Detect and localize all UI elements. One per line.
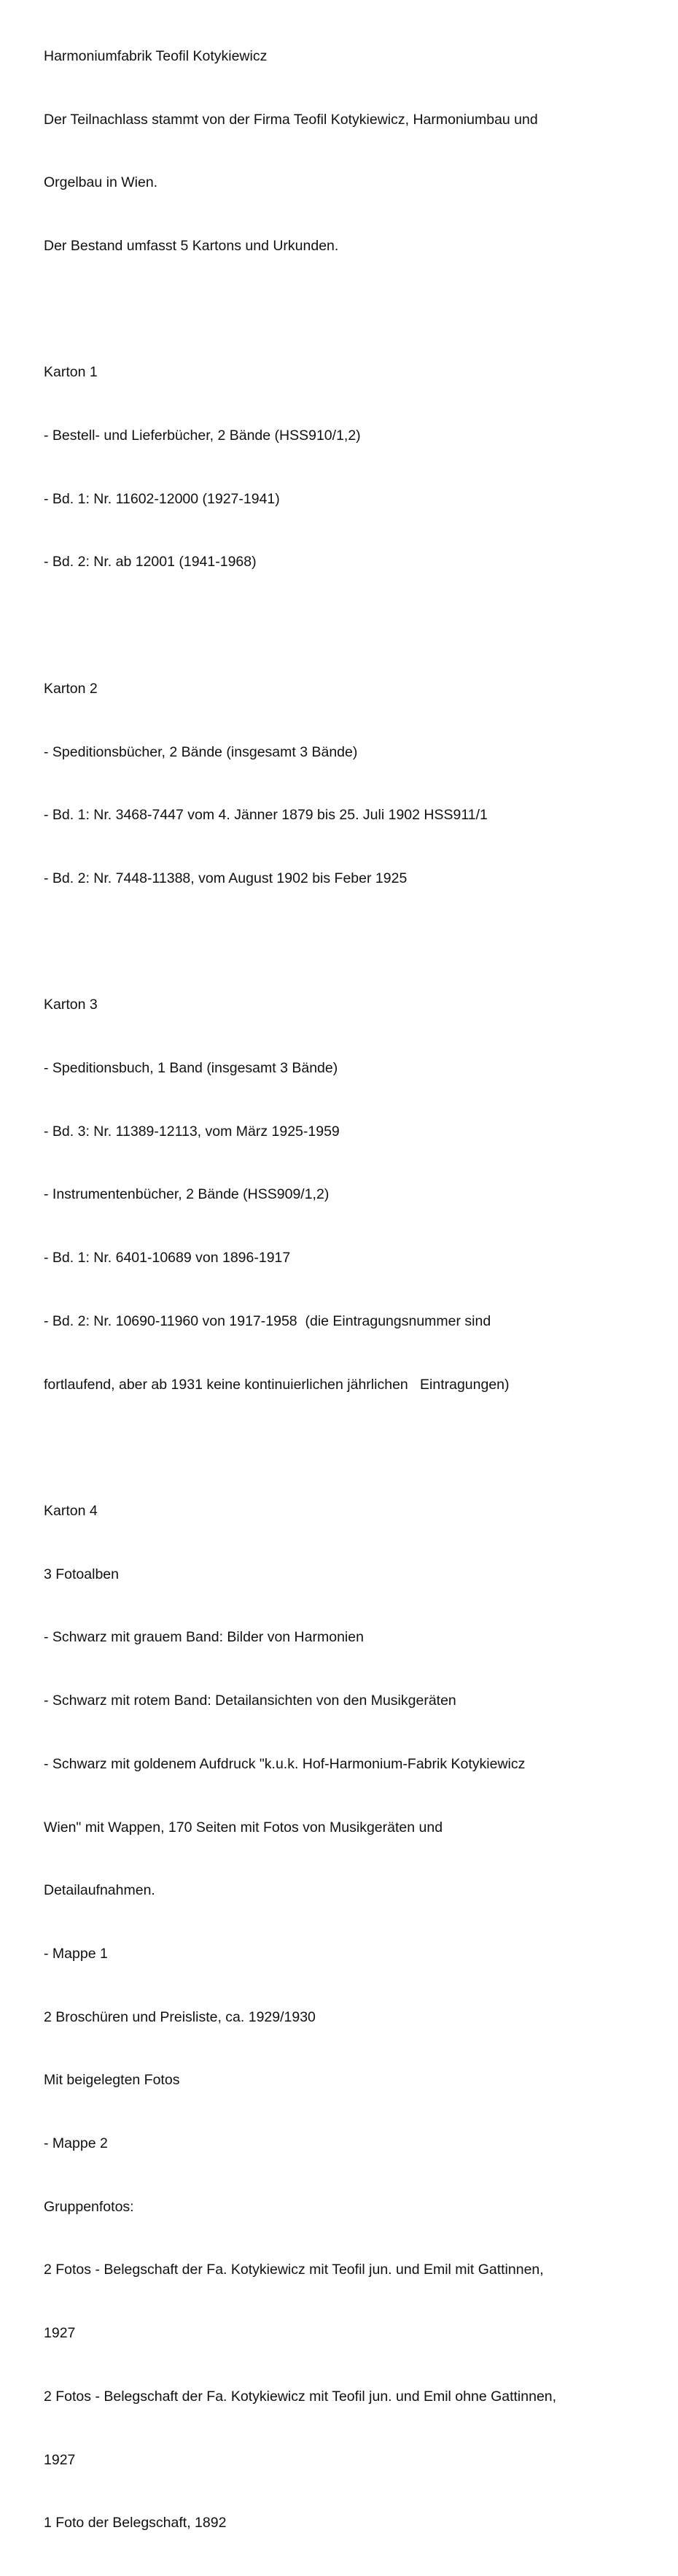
text-line: Orgelbau in Wien. — [44, 174, 158, 191]
section-heading-karton-3: Karton 3 — [44, 997, 98, 1013]
list-item: - Mappe 2 — [44, 2135, 108, 2152]
section-heading-karton-4: Karton 4 — [44, 1502, 98, 1519]
text-line: Der Teilnachlass stammt von der Firma Teofil Kotykiewicz, Harmoniumbau und — [44, 111, 538, 128]
text-line: 2 Broschüren und Preisliste, ca. 1929/1930 — [44, 2008, 316, 2025]
list-item: - Mappe 1 — [44, 1945, 108, 1962]
list-item: - Bd. 2: Nr. 7448-11388, vom August 1902 bis Feber 1925 — [44, 870, 408, 886]
list-item: - Bd. 1: Nr. 6401-10689 von 1896-1917 — [44, 1250, 291, 1266]
list-item: - Bd. 3: Nr. 11389-12113, vom März 1925-1959 — [44, 1123, 340, 1140]
blank-line — [44, 1437, 671, 1458]
document-title: Harmoniumfabrik Teofil Kotykiewicz — [44, 47, 268, 64]
text-line: Detailaufnahmen. — [44, 1882, 155, 1899]
document-text — [44, 4, 671, 2576]
section-heading-karton-1: Karton 1 — [44, 364, 98, 381]
text-line: Gruppenfotos: — [44, 2198, 134, 2215]
text-line: Mit beigelegten Fotos — [44, 2072, 180, 2089]
list-item: - Speditionsbuch, 1 Band (insgesamt 3 Bände) — [44, 1060, 338, 1077]
text-line: 1927 — [44, 2325, 76, 2342]
list-item: - Schwarz mit grauem Band: Bilder von Harmonien — [44, 1629, 364, 1646]
text-line: fortlaufend, aber ab 1931 keine kontinuierlichen jährlichen Eintragungen) — [44, 1376, 510, 1393]
text-line: 1 Foto der Belegschaft, 1892 — [44, 2515, 227, 2531]
blank-line — [44, 299, 671, 320]
list-item: - Bd. 1: Nr. 11602-12000 (1927-1941) — [44, 490, 280, 507]
blank-line — [44, 932, 671, 953]
list-item: - Bd. 2: Nr. ab 12001 (1941-1968) — [44, 554, 257, 570]
list-item: - Bd. 1: Nr. 3468-7447 vom 4. Jänner 1879 bis 25. Juli 1902 HSS911/1 — [44, 807, 488, 824]
blank-line — [44, 615, 671, 636]
text-line: Wien" mit Wappen, 170 Seiten mit Fotos von Musikgeräten und — [44, 1819, 443, 1836]
text-line: 2 Fotos - Belegschaft der Fa. Kotykiewicz mit Teofil jun. und Emil ohne Gattinnen, — [44, 2388, 557, 2405]
text-line: 1927 — [44, 2451, 76, 2468]
section-heading-karton-2: Karton 2 — [44, 680, 98, 697]
list-item: - Speditionsbücher, 2 Bände (insgesamt 3 Bände) — [44, 743, 358, 760]
list-item: - Bestell- und Lieferbücher, 2 Bände (HSS910/1,2) — [44, 428, 361, 444]
list-item: - Instrumentenbücher, 2 Bände (HSS909/1,2) — [44, 1186, 330, 1203]
text-line: 3 Fotoalben — [44, 1566, 119, 1582]
list-item: - Bd. 2: Nr. 10690-11960 von 1917-1958 (die Eintragungsnummer sind — [44, 1312, 491, 1329]
list-item: - Schwarz mit goldenem Aufdruck "k.u.k. Hof-Harmonium-Fabrik Kotykiewicz — [44, 1755, 526, 1772]
list-item: - Schwarz mit rotem Band: Detailansichten von den Musikgeräten — [44, 1693, 456, 1709]
text-line: 2 Fotos - Belegschaft der Fa. Kotykiewicz mit Teofil jun. und Emil mit Gattinnen, — [44, 2262, 544, 2278]
text-line: Der Bestand umfasst 5 Kartons und Urkunden. — [44, 237, 339, 254]
